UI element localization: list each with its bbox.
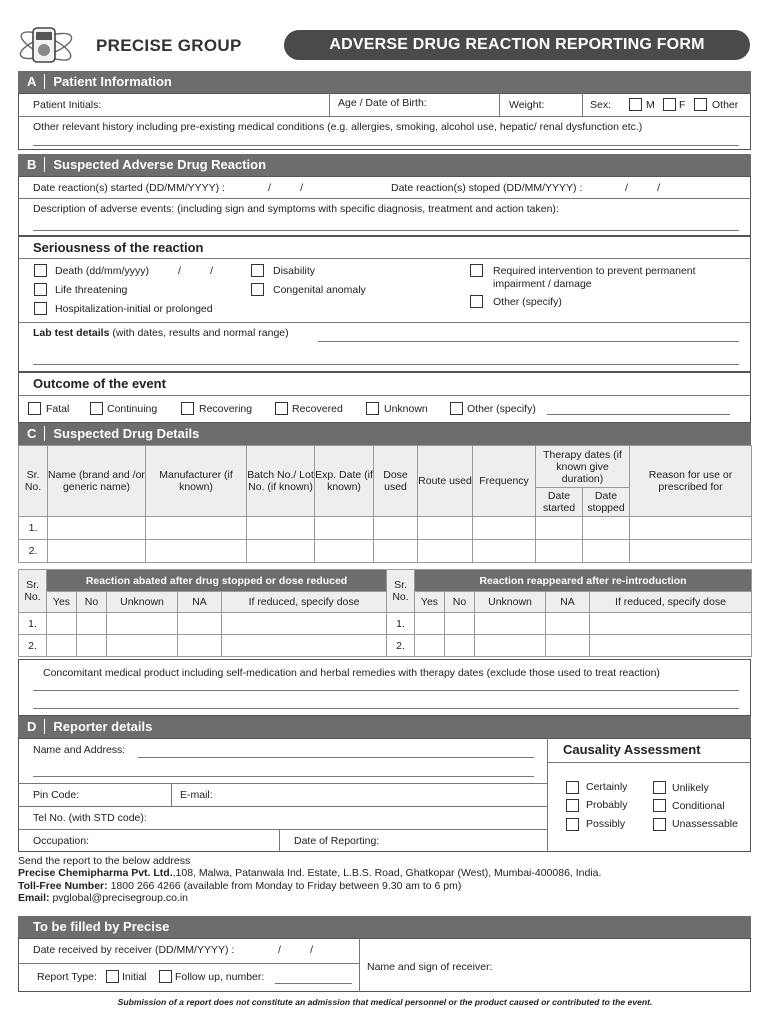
- causality-certainly-label: Certainly: [586, 781, 628, 793]
- lab-test-input-line-1[interactable]: [318, 341, 739, 342]
- description-input-line[interactable]: [33, 230, 739, 231]
- lab-test-input-line-2[interactable]: [33, 364, 739, 365]
- sex-f-label: F: [679, 99, 686, 111]
- reappeared-row-2-cell[interactable]: [546, 635, 590, 657]
- causality-conditional-checkbox[interactable]: [653, 799, 666, 812]
- section-a-letter: A: [27, 74, 37, 89]
- abated-row-1-cell[interactable]: [47, 613, 77, 635]
- follow-number-input-line[interactable]: [275, 983, 352, 984]
- date-reporting-field[interactable]: Date of Reporting:: [294, 835, 380, 847]
- col-dose: Dose used: [374, 446, 418, 517]
- outcome-recovered-label: Recovered: [292, 403, 343, 415]
- outcome-unknown-label: Unknown: [384, 403, 428, 415]
- section-d-title: Reporter details: [53, 719, 153, 734]
- abated-col-yes: Yes: [47, 592, 77, 613]
- life-threatening-checkbox[interactable]: [34, 283, 47, 296]
- address-intro: Send the report to the below address: [18, 855, 191, 867]
- sex-label: Sex:: [590, 99, 612, 111]
- abated-row-2-cell[interactable]: [107, 635, 178, 657]
- lab-test-label-rest: (with dates, results and normal range): [112, 327, 289, 339]
- disability-label: Disability: [273, 265, 316, 277]
- precise-group-logo: [16, 20, 76, 72]
- suspected-drug-table: [18, 445, 752, 563]
- reaction-stopped-slashes: / /: [625, 182, 661, 194]
- death-checkbox[interactable]: [34, 264, 47, 277]
- abated-row-1-cell[interactable]: [222, 613, 387, 635]
- reappeared-col-no: No: [445, 592, 475, 613]
- section-c-letter: C: [27, 426, 37, 441]
- concomitant-input-line-2[interactable]: [33, 708, 739, 709]
- causality-unassessable-checkbox[interactable]: [653, 818, 666, 831]
- section-a-title: Patient Information: [53, 74, 172, 89]
- reappeared-row-2-cell[interactable]: [475, 635, 546, 657]
- required-intervention-label-2: impairment / damage: [493, 278, 592, 290]
- section-c-title: Suspected Drug Details: [53, 426, 200, 441]
- reappeared-row-2-sr: 2.: [387, 635, 415, 657]
- death-slashes: / /: [178, 265, 214, 277]
- disability-checkbox[interactable]: [251, 264, 264, 277]
- drug-row-2-cell[interactable]: [630, 540, 752, 563]
- name-address-input-line-2[interactable]: [33, 776, 534, 777]
- reappeared-title: Reaction reappeared after re-introduction: [415, 570, 752, 592]
- reappeared-row-2-cell[interactable]: [590, 635, 752, 657]
- reappeared-col-na: NA: [546, 592, 590, 613]
- reaction-reappeared-table: [386, 569, 752, 657]
- col-therapy-dates: Therapy dates (if known give duration): [536, 446, 630, 488]
- tollfree-number: 1800 266 4266 (available from Monday to Friday between 9.30 am to 6 pm): [110, 880, 462, 892]
- sex-other-checkbox[interactable]: [694, 98, 707, 111]
- section-c-header: [18, 423, 751, 445]
- tollfree-label: Toll-Free Number:: [18, 880, 108, 892]
- patient-initials-field[interactable]: Patient Initials:: [33, 99, 102, 111]
- report-type-initial-checkbox[interactable]: [106, 970, 119, 983]
- outcome-other-input-line[interactable]: [547, 414, 730, 415]
- abated-row-2-cell[interactable]: [222, 635, 387, 657]
- drug-row-1-cell[interactable]: [374, 517, 418, 540]
- section-a-header: [18, 71, 751, 93]
- reappeared-row-1-cell[interactable]: [546, 613, 590, 635]
- drug-row-1-cell[interactable]: [418, 517, 473, 540]
- drug-row-2-cell[interactable]: [315, 540, 374, 563]
- abated-row-2-cell[interactable]: [47, 635, 77, 657]
- abated-row-2-sr: 2.: [19, 635, 47, 657]
- drug-row-1-cell[interactable]: [48, 517, 146, 540]
- abated-row-2-cell[interactable]: [178, 635, 222, 657]
- date-received-field[interactable]: Date received by receiver (DD/MM/YYYY) :: [33, 944, 235, 956]
- congenital-checkbox[interactable]: [251, 283, 264, 296]
- description-label: Description of adverse events: (including sign and symptoms with specific diagnosis, treatment and action taken):: [33, 203, 559, 215]
- col-manufacturer: Manufacturer (if known): [146, 446, 247, 517]
- report-type-follow-checkbox[interactable]: [159, 970, 172, 983]
- abated-col-na: NA: [178, 592, 222, 613]
- reappeared-col-reduced: If reduced, specify dose: [590, 592, 752, 613]
- col-sr-no: Sr. No.: [19, 446, 48, 517]
- drug-row-1-cell[interactable]: [146, 517, 247, 540]
- precise-header: To be filled by Precise: [18, 916, 751, 938]
- address-company: Precise Chemipharma Pvt. Ltd.: [18, 867, 173, 879]
- footer-disclaimer: Submission of a report does not constitute an admission that medical personnel or the product caused or contributed to the event.: [117, 997, 653, 1007]
- drug-row-1-cell[interactable]: [630, 517, 752, 540]
- age-dob-field[interactable]: Age / Date of Birth:: [338, 97, 427, 109]
- outcome-continuing-label: Continuing: [107, 403, 158, 415]
- reappeared-row-1-cell[interactable]: [475, 613, 546, 635]
- reappeared-col-unknown: Unknown: [475, 592, 546, 613]
- reappeared-row-2-cell[interactable]: [415, 635, 445, 657]
- abated-title: Reaction abated after drug stopped or dose reduced: [47, 570, 387, 592]
- outcome-fatal-checkbox[interactable]: [28, 402, 41, 415]
- drug-row-2-cell[interactable]: [146, 540, 247, 563]
- drug-row-2-cell[interactable]: [247, 540, 315, 563]
- name-address-label: Name and Address:: [33, 744, 126, 756]
- seriousness-other-label: Other (specify): [493, 296, 562, 308]
- hospitalization-checkbox[interactable]: [34, 302, 47, 315]
- drug-row-2-sr: 2.: [19, 540, 48, 563]
- section-d-letter: D: [27, 719, 37, 734]
- causality-conditional-label: Conditional: [672, 800, 725, 812]
- col-batch: Batch No./ Lot No. (if known): [247, 446, 315, 517]
- outcome-fatal-label: Fatal: [46, 403, 70, 415]
- outcome-other-checkbox[interactable]: [450, 402, 463, 415]
- section-b-header: [18, 154, 751, 176]
- outcome-recovering-label: Recovering: [199, 403, 253, 415]
- causality-probably-checkbox[interactable]: [566, 799, 579, 812]
- address-rest: ,108, Malwa, Patanwala Ind. Estate, L.B.S. Road, Ghatkopar (West), Mumbai-400086, India.: [172, 867, 602, 879]
- tel-field[interactable]: Tel No. (with STD code):: [33, 812, 147, 824]
- reappeared-col-sr: Sr. No.: [387, 570, 415, 613]
- abated-col-sr: Sr. No.: [19, 570, 47, 613]
- required-intervention-label: Required intervention to prevent permanent: [493, 265, 696, 277]
- col-exp-date: Exp. Date (if known): [315, 446, 374, 517]
- sex-other-label: Other: [712, 99, 739, 111]
- weight-field[interactable]: Weight:: [509, 99, 545, 111]
- date-received-slashes: / /: [278, 944, 314, 956]
- causality-title: Causality Assessment: [563, 742, 701, 757]
- reaction-stopped-field[interactable]: Date reaction(s) stoped (DD/MM/YYYY) :: [391, 182, 583, 194]
- abated-col-reduced: If reduced, specify dose: [222, 592, 387, 613]
- email-field[interactable]: E-mail:: [180, 789, 213, 801]
- lab-test-label-bold: Lab test details: [33, 327, 110, 339]
- drug-row-1-cell[interactable]: [247, 517, 315, 540]
- col-frequency: Frequency: [473, 446, 536, 517]
- drug-row-2-cell[interactable]: [48, 540, 146, 563]
- reappeared-col-yes: Yes: [415, 592, 445, 613]
- abated-col-no: No: [77, 592, 107, 613]
- concomitant-label: Concomitant medical product including self-medication and herbal remedies with therapy dates (exclude those used to treat reaction): [43, 667, 660, 679]
- name-address-input-line-1[interactable]: [138, 757, 534, 758]
- email-label: Email:: [18, 892, 50, 904]
- causality-possibly-checkbox[interactable]: [566, 818, 579, 831]
- sex-m-label: M: [646, 99, 655, 111]
- sex-f-checkbox[interactable]: [663, 98, 676, 111]
- hospitalization-label: Hospitalization-initial or prolonged: [55, 303, 213, 315]
- reappeared-row-1-cell[interactable]: [590, 613, 752, 635]
- drug-row-1-cell[interactable]: [536, 517, 583, 540]
- outcome-continuing-checkbox[interactable]: [90, 402, 103, 415]
- col-date-stopped: Date stopped: [583, 488, 630, 517]
- outcome-unknown-checkbox[interactable]: [366, 402, 379, 415]
- drug-row-1-sr: 1.: [19, 517, 48, 540]
- drug-row-2-cell[interactable]: [536, 540, 583, 563]
- col-route: Route used: [418, 446, 473, 517]
- reappeared-row-1-sr: 1.: [387, 613, 415, 635]
- abated-row-1-cell[interactable]: [77, 613, 107, 635]
- causality-probably-label: Probably: [586, 799, 628, 811]
- outcome-other-label: Other (specify): [467, 403, 536, 415]
- abated-row-2-cell[interactable]: [77, 635, 107, 657]
- section-b-title: Suspected Adverse Drug Reaction: [53, 157, 267, 172]
- section-d-header: [18, 716, 751, 738]
- reaction-started-slashes: / /: [268, 182, 304, 194]
- reappeared-row-1-cell[interactable]: [445, 613, 475, 635]
- concomitant-input-line-1[interactable]: [33, 690, 739, 691]
- col-name: Name (brand and /or generic name): [48, 446, 146, 517]
- occupation-field[interactable]: Occupation:: [33, 835, 90, 847]
- abated-row-1-sr: 1.: [19, 613, 47, 635]
- history-label: Other relevant history including pre-existing medical conditions (e.g. allergies, smoking, alcohol use, hepatic/ renal dysfunction etc.): [33, 121, 643, 133]
- col-reason: Reason for use or prescribed for: [630, 446, 752, 517]
- col-date-started: Date started: [536, 488, 583, 517]
- causality-unlikely-label: Unlikely: [672, 782, 709, 794]
- outcome-recovered-checkbox[interactable]: [275, 402, 288, 415]
- drug-row-2-cell[interactable]: [473, 540, 536, 563]
- seriousness-other-checkbox[interactable]: [470, 295, 483, 308]
- causality-unlikely-checkbox[interactable]: [653, 781, 666, 794]
- abated-col-unknown: Unknown: [107, 592, 178, 613]
- reaction-abated-table: [18, 569, 387, 657]
- drug-row-2-cell[interactable]: [583, 540, 630, 563]
- report-type-label: Report Type:: [37, 971, 97, 983]
- required-intervention-checkbox[interactable]: [470, 264, 483, 277]
- sex-m-checkbox[interactable]: [629, 98, 642, 111]
- abated-row-1-cell[interactable]: [107, 613, 178, 635]
- drug-row-2-cell[interactable]: [418, 540, 473, 563]
- drug-row-1-cell[interactable]: [583, 517, 630, 540]
- drug-row-1-cell[interactable]: [473, 517, 536, 540]
- causality-possibly-label: Possibly: [586, 818, 626, 830]
- outcome-title: Outcome of the event: [33, 376, 166, 391]
- contact-email-link[interactable]: pvglobal@precisegroup.co.in: [52, 892, 189, 904]
- reaction-started-field[interactable]: Date reaction(s) started (DD/MM/YYYY) :: [33, 182, 225, 194]
- name-sign-receiver-field[interactable]: Name and sign of receiver:: [367, 961, 493, 973]
- pin-code-field[interactable]: Pin Code:: [33, 789, 80, 801]
- seriousness-title: Seriousness of the reaction: [33, 240, 204, 255]
- report-type-follow-label: Follow up, number:: [175, 971, 265, 983]
- abated-row-1-cell[interactable]: [178, 613, 222, 635]
- report-type-initial-label: Initial: [122, 971, 147, 983]
- form-title: ADVERSE DRUG REACTION REPORTING FORM: [284, 30, 750, 60]
- causality-unassessable-label: Unassessable: [672, 818, 738, 830]
- causality-certainly-checkbox[interactable]: [566, 781, 579, 794]
- congenital-label: Congenital anomaly: [273, 284, 366, 296]
- section-b-letter: B: [27, 157, 37, 172]
- drug-row-1-cell[interactable]: [315, 517, 374, 540]
- brand-name: PRECISE GROUP: [96, 36, 242, 55]
- drug-row-2-cell[interactable]: [374, 540, 418, 563]
- death-label: Death (dd/mm/yyyy): [55, 265, 149, 277]
- reappeared-row-2-cell[interactable]: [445, 635, 475, 657]
- reappeared-row-1-cell[interactable]: [415, 613, 445, 635]
- life-threatening-label: Life threatening: [55, 284, 128, 296]
- outcome-recovering-checkbox[interactable]: [181, 402, 194, 415]
- history-input-line[interactable]: [33, 145, 739, 146]
